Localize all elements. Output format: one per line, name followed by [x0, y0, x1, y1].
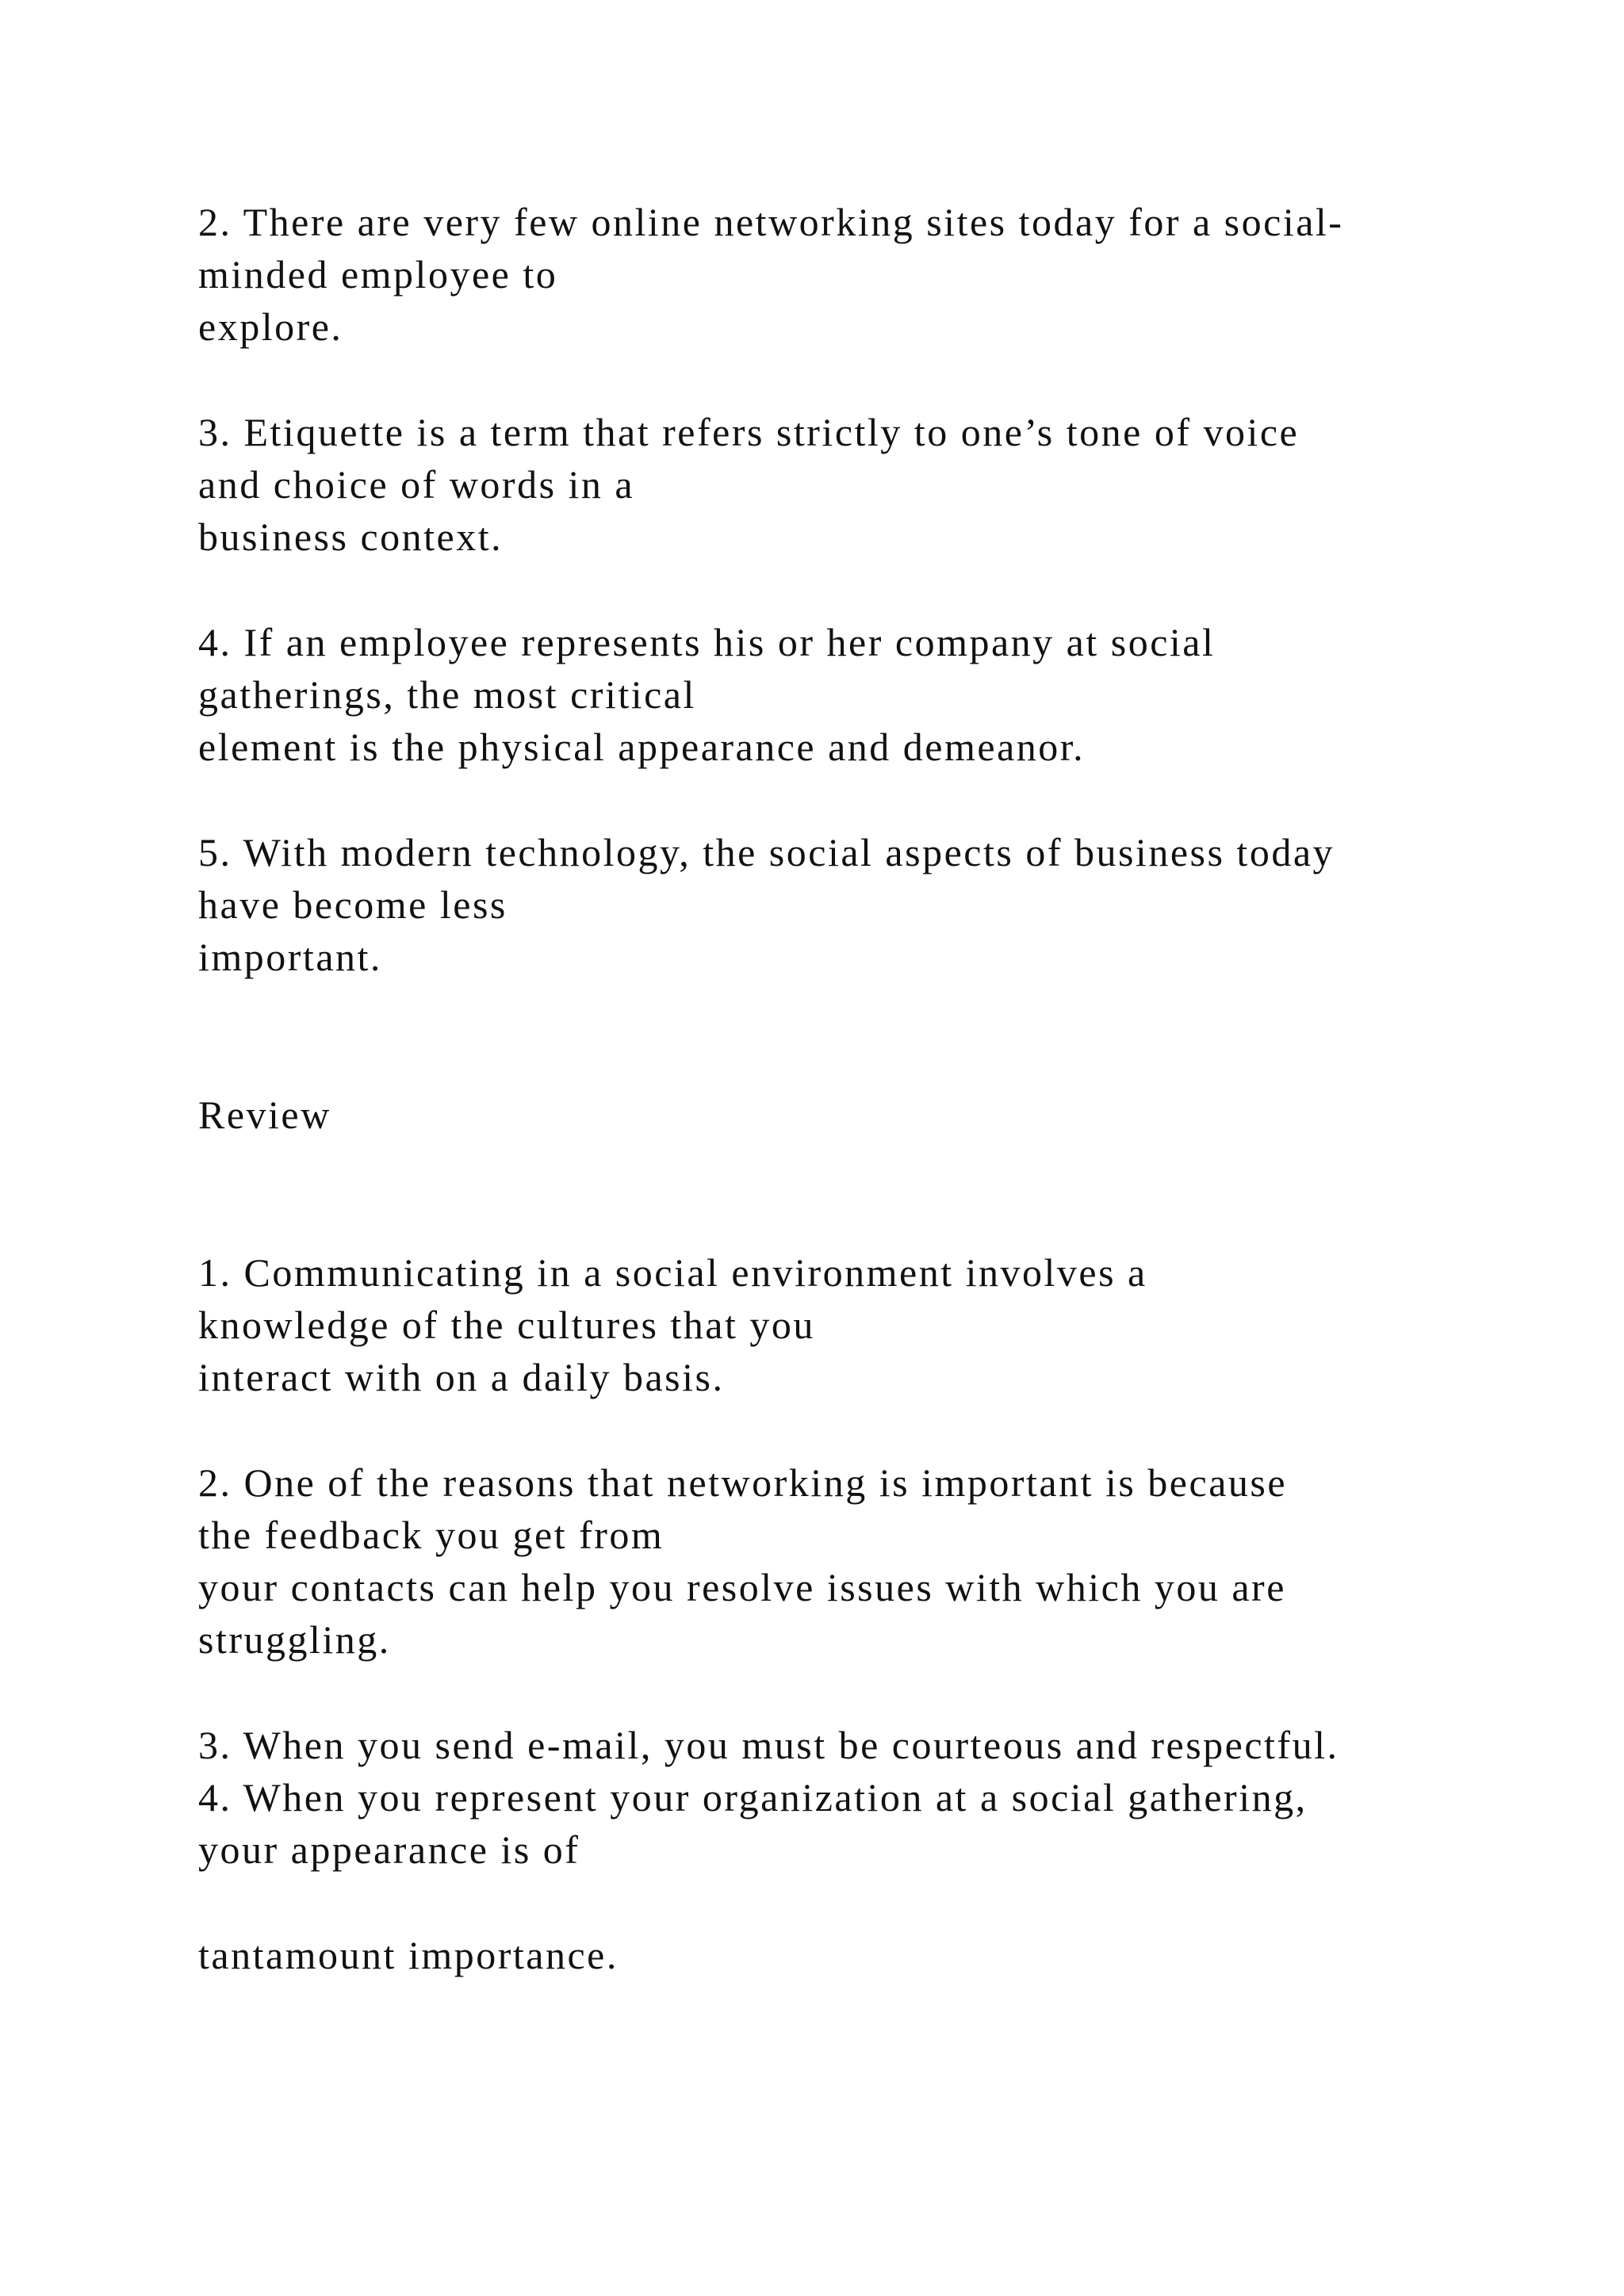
question-2-line-2: minded employee to [198, 252, 558, 297]
question-4-line-1: 4. If an employee represents his or her company at social [198, 620, 1216, 664]
question-5-line-3: important. [198, 935, 382, 979]
question-5-line-2: have become less [198, 882, 508, 927]
question-3-line-2: and choice of words in a [198, 462, 635, 507]
review-item-2-line-1: 2. One of the reasons that networking is important is because [198, 1460, 1288, 1505]
review-item-4-line-1: 4. When you represent your organization at a social gathering, [198, 1775, 1308, 1820]
review-item-4-line-2: your appearance is of [198, 1827, 580, 1872]
question-3-line-1: 3. Etiquette is a term that refers strictly to one’s tone of voice [198, 410, 1300, 454]
review-heading: Review [198, 1093, 331, 1137]
question-3-line-3: business context. [198, 515, 504, 559]
review-item-1-line-2: knowledge of the cultures that you [198, 1303, 815, 1347]
question-2-line-3: explore. [198, 304, 343, 349]
question-4-line-3: element is the physical appearance and demeanor. [198, 725, 1086, 769]
review-item-2-line-2: the feedback you get from [198, 1513, 665, 1557]
question-5-line-1: 5. With modern technology, the social aspects of business today [198, 830, 1335, 874]
review-item-2-line-4: struggling. [198, 1617, 391, 1662]
review-item-1-line-1: 1. Communicating in a social environment involves a [198, 1250, 1147, 1295]
review-item-3-line-1: 3. When you send e-mail, you must be courteous and respectful. [198, 1723, 1339, 1767]
review-item-1-line-3: interact with on a daily basis. [198, 1355, 725, 1399]
review-item-2-line-3: your contacts can help you resolve issues with which you are [198, 1565, 1286, 1609]
question-4-line-2: gatherings, the most critical [198, 672, 696, 717]
question-2-line-1: 2. There are very few online networking sites today for a social- [198, 200, 1344, 244]
review-item-4-line-3: tantamount importance. [198, 1933, 619, 1977]
